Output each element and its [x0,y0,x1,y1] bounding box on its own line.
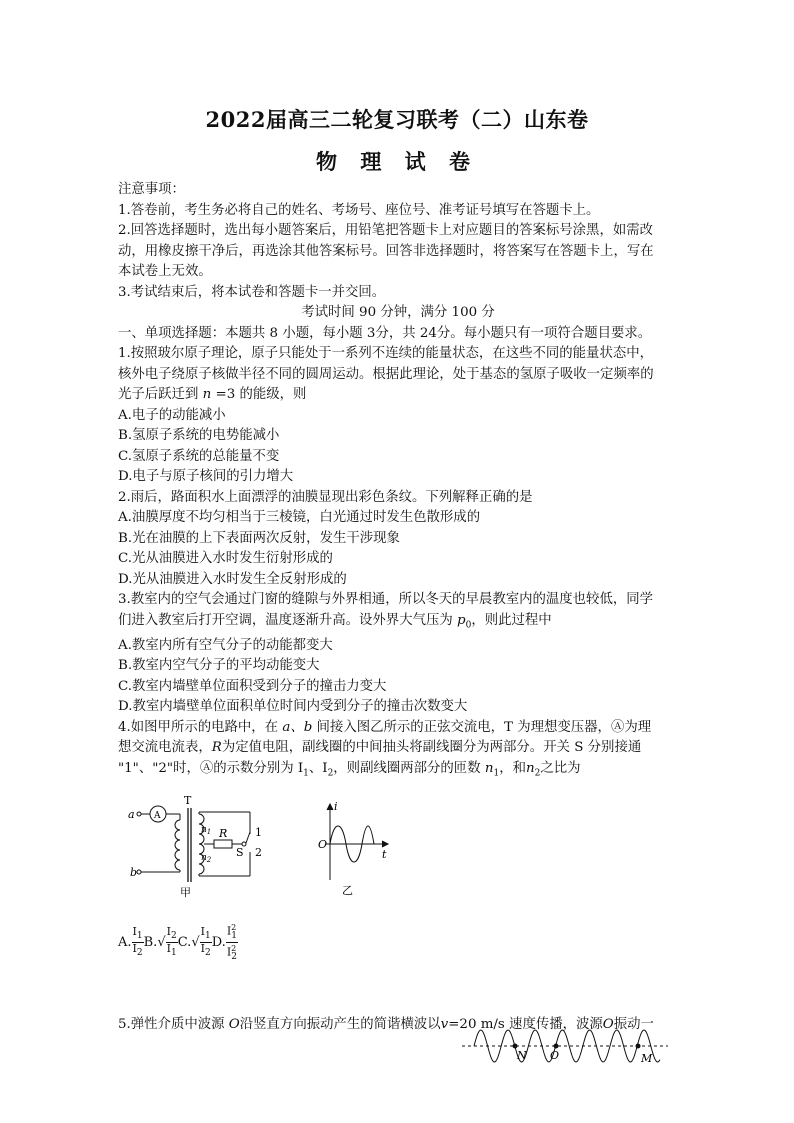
circuit-diagram-jia [122,792,282,902]
text: ，则此过程中 [471,612,552,628]
exam-time-info: 考试时间 90 分钟，满分 100 分 [301,305,495,320]
subscript: 1 [303,768,309,779]
label-a: a [128,808,135,821]
notice-item-2-line-3: 本试卷上无效。 [118,264,212,279]
label-r: R [219,827,228,840]
q2-option-b: B.光在油膜的上下表面两次反射，发生干涉现象 [118,530,400,546]
notice-heading: 注意事项： [118,182,185,197]
notice-item-2-line-1: 2.回答选择题时，选出每小题答案后，用铅笔把答题卡上对应题目的答案标号涂黑，如需改 [118,223,654,238]
text: ，则副线圈两部分的匝数 [333,760,485,776]
q3-stem-line-1: 3.教室内的空气会通过门窗的缝隙与外界相通，所以冬天的早晨教室内的温度也较低，同学 [118,592,654,607]
var-v: v [440,1017,449,1032]
fraction-d [226,922,238,963]
exam-subject: 物 理 试 卷 [316,149,478,174]
label-2: 2 [255,846,262,859]
primary-coil [175,820,180,870]
text: =3 的能级，则 [211,387,307,402]
q1-option-c: C.氢原子系统的总能量不变 [118,448,280,464]
var-p: p [457,612,466,628]
subscript: 1 [493,768,500,779]
fraction-a [132,926,144,959]
q4-options [118,922,238,963]
var: I [132,924,137,938]
option-b-label: B. [143,934,158,950]
q4-stem-line-1 [118,718,678,739]
q1-option-b: B.氢原子系统的电势能减小 [118,428,280,443]
fraction-b [166,926,178,959]
subscript: 2 [136,948,143,959]
option-a-label: A. [118,934,132,950]
sqrt-icon: √ [157,934,166,950]
terminal-a [137,812,141,816]
wave-diagram [460,1025,670,1067]
q1-option-a: A.电子的动能减小 [118,407,226,423]
section-1-heading: 一、单项选择题：本题共 8 小题，每小题 3分，共 24分。每小题只有一项符合题目要求。 [118,325,652,341]
q2-option-a: A.油膜厚度不均匀相当于三棱镜，白光通过时发生色散形成的 [118,510,481,525]
sqrt-icon: √ [191,934,200,950]
option-d-label: D. [211,934,226,950]
var: n [201,853,207,863]
var: I [200,941,205,955]
label-1: 1 [255,826,262,839]
var-ab: a、b [282,719,313,735]
var: I [226,924,232,938]
text: 光子后跃迁到 [118,387,203,402]
text: 4.如图甲所示的电路中，在 [118,719,283,735]
subscript: 2 [206,856,212,864]
q3-option-c: C.教室内墙壁单位面积受到分子的撞击力变大 [118,678,387,694]
q2-option-d: D.光从油膜进入水时发生全反射形成的 [118,571,347,587]
label-o-wave: O [550,1049,560,1062]
var-n1: n [484,760,494,776]
point-n [513,1044,518,1049]
text: 、I [308,760,328,776]
label-n2 [201,853,212,864]
subscript: 2 [231,951,237,962]
label-t: T [184,794,192,807]
subscript: 2 [204,948,211,959]
label-i: i [334,800,338,813]
terminal-b [137,870,141,874]
q4-stem-line-2 [118,738,678,759]
exam-body [118,180,678,784]
label-t-axis: t [382,848,387,861]
text: ，和 [499,760,526,776]
var-o: O [602,1017,614,1032]
var: I [226,945,232,959]
q1-stem-line-1: 1.按照玻尔原子理论，原子只能处于一系列不连续的能量状态，在这些不同的能量状态中， [118,346,654,361]
label-yi: 乙 [342,884,353,897]
notice-item-1: 1.答卷前，考生务必将自己的姓名、考场号、座位号、准考证号填写在答题卡上。 [118,202,600,218]
label-ammeter: A [154,811,161,821]
subscript: 2 [170,930,177,941]
point-o [554,1044,559,1049]
label-s: S [236,846,244,859]
text: 振动一 [613,1017,654,1032]
q3-option-b: B.教室内空气分子的平均动能变大 [118,658,320,674]
subscript: 2 [534,768,541,779]
label-n: N [517,1049,527,1062]
var: I [132,941,137,955]
fraction-c [200,926,212,959]
q3-option-a: A.教室内所有空气分子的动能都变大 [118,637,333,653]
superscript: 2 [231,943,237,953]
q1-option-d: D.电子与原子核间的引力增大 [118,469,294,484]
q1-stem-line-3 [118,385,678,406]
subscript: 2 [327,768,334,779]
text: =20 m/s 速度传播，波源 [448,1017,603,1032]
q4-stem-line-3 [118,759,678,784]
secondary-coil [199,814,204,874]
label-jia: 甲 [180,886,191,899]
sine-graph-yi [312,800,392,900]
q2-stem: 2.雨后，路面积水上面漂浮的油膜显现出彩色条纹。下列解释正确的是 [118,489,533,505]
q3-option-d: D.教室内墙壁单位面积单位时间内受到分子的撞击次数变大 [118,699,468,715]
subscript: 1 [206,828,212,836]
text: 想交流电流表， [118,740,212,756]
text: 为定值电阻，副线圈的中间抽头将副线圈分为两部分。开关 S 分别接通 [221,740,642,756]
point-m [636,1044,641,1049]
notice-item-3: 3.考试结束后，将本试卷和答题卡一并交回。 [118,284,386,300]
var: I [166,941,171,955]
var: I [200,924,205,938]
q1-stem-line-2: 核外电子绕原子核做半径不同的圆周运动。根据此理论，处于基态的氢原子吸收一定频率的 [118,366,654,382]
subscript: 1 [204,930,211,941]
var-r: R [211,740,222,756]
subscript: 1 [231,930,237,941]
label-m: M [641,1052,653,1065]
var-n: n [202,387,212,402]
subscript: 1 [136,930,143,941]
text: "1"、"2"时，Ⓐ的示数分别为 I [118,760,304,776]
notice-item-2-line-2: 动，用橡皮擦干净后，再选涂其他答案标号。回答非选择题时，将答案写在答题卡上，写在 [118,243,654,259]
label-o: O [318,838,328,851]
text: 沿竖直方向振动产生的简谐横波以 [239,1017,441,1032]
label-n1 [201,825,211,836]
label-b: b [130,866,138,879]
q2-option-c: C.光从油膜进入水时发生衍射形成的 [118,551,333,566]
text: 间接入图乙所示的正弦交流电，T 为理想变压器，Ⓐ为理 [312,719,652,735]
var: n [201,825,207,835]
text: 们进入教室后打开空调，温度逐渐升高。设外界大气压为 [118,612,458,628]
resistor-r [214,840,232,848]
q3-stem-line-2 [118,611,678,636]
text: 5.弹性介质中波源 [118,1017,229,1032]
var-o: O [228,1017,240,1032]
var-n2: n [526,760,535,776]
text: 之比为 [540,760,581,776]
exam-title: 2022届高三二轮复习联考（二）山东卷 [205,107,589,132]
subscript: 1 [170,948,177,959]
option-c-label: C. [177,934,192,950]
superscript: 2 [231,923,237,932]
subscript: 0 [465,620,472,631]
var: I [166,924,171,938]
